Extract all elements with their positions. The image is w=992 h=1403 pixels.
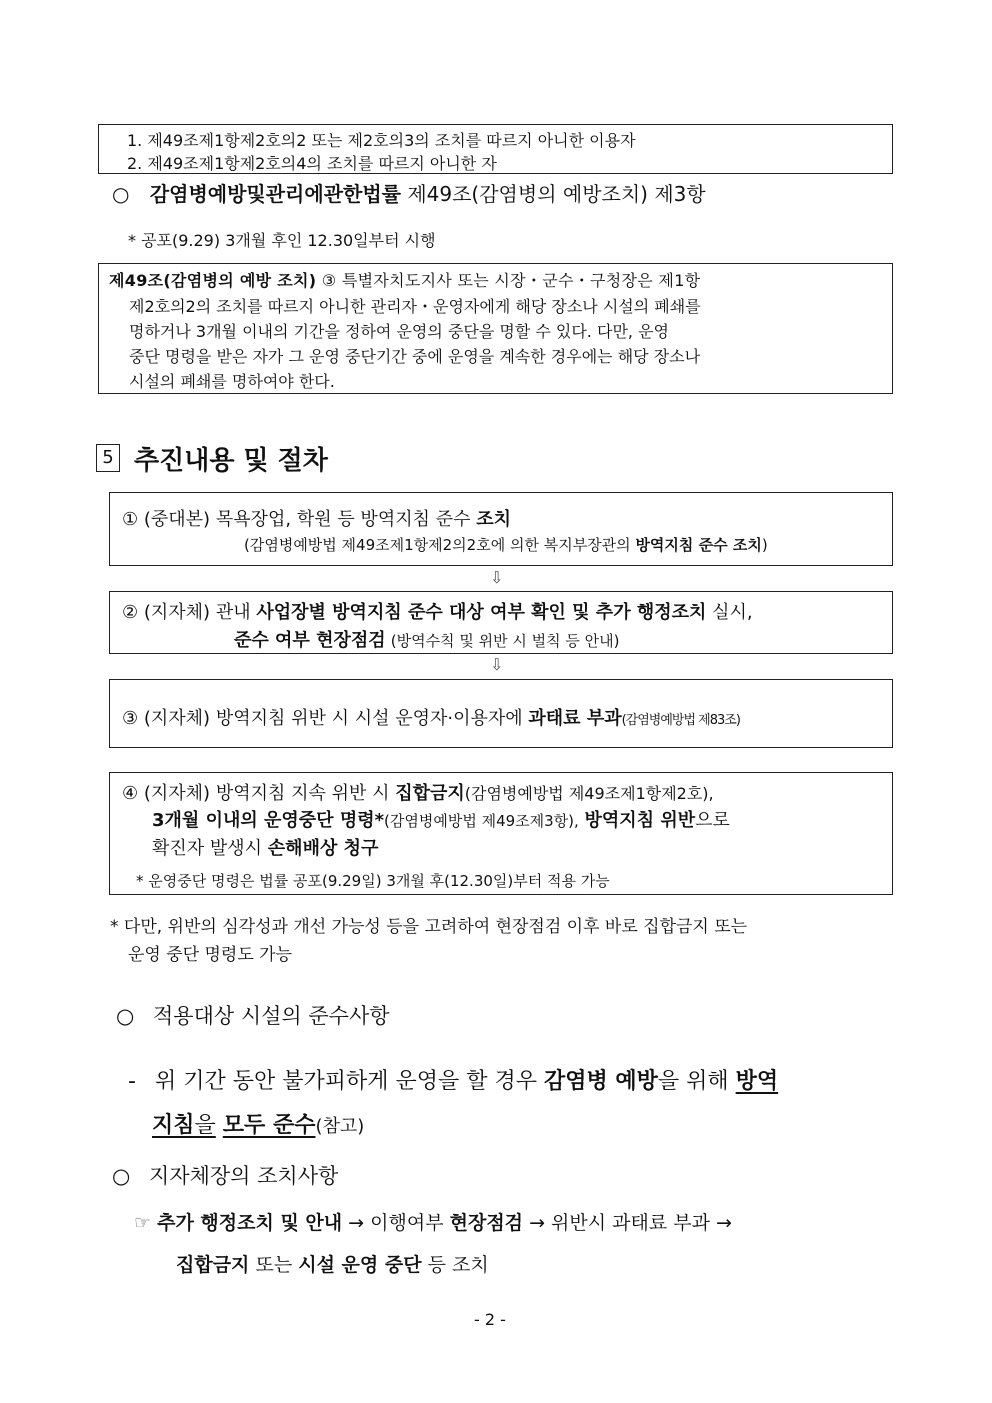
article-line-5: 시설의 폐쇄를 명하여야 한다. bbox=[129, 372, 335, 391]
step-1-sub-a: (감염병예방법 제49조제1항제2의2호에 의한 복지부장관의 bbox=[244, 536, 631, 554]
footnote-line-2: 운영 중단 명령도 가능 bbox=[128, 945, 293, 965]
step-4-note: * 운영중단 명령은 법률 공포(9.29일) 3개월 후(12.30일)부터 적용 가능 bbox=[136, 872, 610, 890]
compliance-text-bold: 감염병 예방 bbox=[543, 1069, 658, 1094]
step-2-line2-note: (방역수칙 및 위반 시 벌칙 등 안내) bbox=[390, 632, 620, 650]
article-line-2: 제2호의2의 조치를 따르지 아니한 관리자・운영자에게 해당 장소나 시설의 폐쇄를 bbox=[129, 297, 701, 316]
step-2-box bbox=[109, 591, 893, 654]
step-4-line-3 bbox=[152, 834, 378, 860]
law-name: 감염병예방및관리에관한법률 bbox=[149, 182, 401, 206]
step-4-line-1 bbox=[122, 779, 714, 805]
law-heading bbox=[112, 178, 706, 207]
compliance-line-1 bbox=[128, 1064, 778, 1095]
step-2-line-2 bbox=[234, 626, 619, 652]
compliance-line2-b: 을 bbox=[194, 1113, 216, 1138]
step-4-line2-law: (감염병예방법 제49조제3항), bbox=[384, 812, 579, 830]
step-2-actor: (지자체) bbox=[143, 602, 211, 623]
excerpt-item-1: 1. 제49조제1항제2호의2 또는 제2호의3의 조치를 따르지 아니한 이용자 bbox=[127, 131, 636, 150]
step-1-line bbox=[122, 505, 511, 531]
compliance-line-2 bbox=[152, 1108, 364, 1139]
compliance-title: 적용대상 시설의 준수사항 bbox=[153, 1004, 390, 1028]
local-line2-bold2: 시설 운영 중단 bbox=[298, 1254, 422, 1276]
step-4-box bbox=[109, 772, 893, 895]
step-2-line2-bold: 준수 여부 현장점검 bbox=[234, 630, 386, 651]
local-line1-bold2: 현장점검 bbox=[449, 1212, 524, 1234]
pointing-hand-icon: ☞ bbox=[134, 1212, 152, 1234]
compliance-text-c: 을 위해 bbox=[657, 1069, 729, 1094]
excerpt-item-2: 2. 제49조제1항제2호의4의 조치를 따르지 아니한 자 bbox=[127, 154, 497, 173]
bullet-icon: ○ bbox=[112, 1164, 131, 1188]
step-3-text-a: 방역지침 위반 시 시설 운영자·이용자에 bbox=[215, 708, 523, 729]
section-number: 5 bbox=[102, 447, 114, 468]
step-1-sub-c: ) bbox=[761, 536, 768, 554]
local-line-2 bbox=[176, 1250, 489, 1277]
local-line2-b: 또는 bbox=[255, 1254, 293, 1276]
bullet-icon: ○ bbox=[112, 182, 130, 206]
step-4-line3-bold: 손해배상 청구 bbox=[267, 838, 379, 859]
section-title: 추진내용 및 절차 bbox=[134, 446, 328, 476]
step-1-text: 목욕장업, 학원 등 방역지침 준수 bbox=[215, 509, 471, 530]
law-note: * 공포(9.29) 3개월 후인 12.30일부터 시행 bbox=[128, 231, 436, 250]
step-2-text-c: 실시, bbox=[712, 602, 753, 623]
compliance-line2-ref: (참고) bbox=[315, 1116, 365, 1137]
step-3-num: ③ bbox=[122, 708, 139, 729]
compliance-line2-bold: 모두 준수 bbox=[222, 1113, 316, 1138]
local-line-1 bbox=[134, 1208, 732, 1235]
compliance-text-underlined: 방역 bbox=[735, 1069, 779, 1094]
law-excerpt-box bbox=[98, 124, 893, 174]
step-2-num: ② bbox=[122, 602, 139, 623]
local-title: 지자체장의 조치사항 bbox=[149, 1164, 339, 1188]
article-box bbox=[98, 263, 893, 394]
step-4-line3-a: 확진자 발생시 bbox=[152, 838, 263, 859]
step-3-line bbox=[122, 704, 740, 730]
step-3-text-c: (감염병예방법 제83조) bbox=[621, 713, 740, 728]
article-line-4: 중단 명령을 받은 자가 그 운영 중단기간 중에 운영을 계속한 경우에는 해당 장소나 bbox=[129, 347, 701, 366]
local-line1-bold: 추가 행정조치 및 안내 bbox=[157, 1212, 343, 1234]
article-line-1 bbox=[109, 268, 700, 291]
step-2-line-1 bbox=[122, 598, 753, 624]
step-1-sub-bold: 방역지침 준수 조치 bbox=[635, 536, 762, 554]
step-3-actor: (지자체) bbox=[143, 708, 211, 729]
local-heading bbox=[112, 1160, 338, 1190]
law-article: 제49조(감염병의 예방조치) 제3항 bbox=[407, 182, 706, 206]
step-4-num: ④ bbox=[122, 783, 139, 804]
step-4-line2-bold: 3개월 이내의 운영중단 명령* bbox=[152, 810, 385, 831]
step-1-num: ① bbox=[122, 509, 139, 530]
local-line1-d: → 위반시 과태료 부과 → bbox=[529, 1212, 732, 1234]
step-3-box bbox=[109, 679, 893, 748]
article-text-1: ③ 특별자치도지사 또는 시장・군수・구청장은 제1항 bbox=[321, 271, 701, 290]
step-1-actor: (중대본) bbox=[143, 509, 211, 530]
compliance-line2-a: 지침 bbox=[152, 1113, 195, 1138]
step-1-box bbox=[109, 492, 893, 566]
local-line2-bold: 집합금지 bbox=[176, 1254, 250, 1276]
step-2-text-a: 관내 bbox=[215, 602, 251, 623]
bullet-icon: ○ bbox=[116, 1004, 135, 1028]
dash: - bbox=[128, 1069, 136, 1094]
page-number: - 2 - bbox=[474, 1310, 506, 1329]
step-4-text-c: (감염병예방법 제49조제1항제2호), bbox=[464, 784, 714, 803]
article-title: 제49조(감염병의 예방 조치) bbox=[109, 271, 317, 290]
down-arrow-icon: ⇩ bbox=[490, 655, 504, 674]
step-2-text-bold: 사업장별 방역지침 준수 대상 여부 확인 및 추가 행정조치 bbox=[256, 602, 707, 623]
step-4-text-a: 방역지침 지속 위반 시 bbox=[215, 783, 390, 804]
footnote-line-1: * 다만, 위반의 심각성과 개선 가능성 등을 고려하여 현장점검 이후 바로 집합금지 또는 bbox=[110, 917, 748, 937]
compliance-text-a: 위 기간 동안 불가피하게 운영을 할 경우 bbox=[154, 1069, 537, 1094]
section-number-box bbox=[96, 444, 120, 472]
step-4-text-bold: 집합금지 bbox=[395, 783, 465, 804]
down-arrow-icon: ⇩ bbox=[490, 568, 504, 587]
article-line-3: 명하거나 3개월 이내의 기간을 정하여 운영의 중단을 명할 수 있다. 다만, 운영 bbox=[129, 322, 669, 341]
step-4-line2-d: 으로 bbox=[695, 810, 730, 831]
step-4-actor: (지자체) bbox=[143, 783, 211, 804]
step-1-text-bold: 조치 bbox=[476, 509, 511, 530]
local-line1-b: → 이행여부 bbox=[348, 1212, 444, 1234]
step-3-text-bold: 과태료 부과 bbox=[528, 708, 622, 729]
local-line2-d: 등 조치 bbox=[427, 1254, 489, 1276]
step-4-line-2 bbox=[152, 806, 730, 832]
step-4-line2-bold2: 방역지침 위반 bbox=[584, 810, 696, 831]
compliance-heading bbox=[116, 1000, 390, 1030]
step-1-sub bbox=[244, 534, 768, 555]
